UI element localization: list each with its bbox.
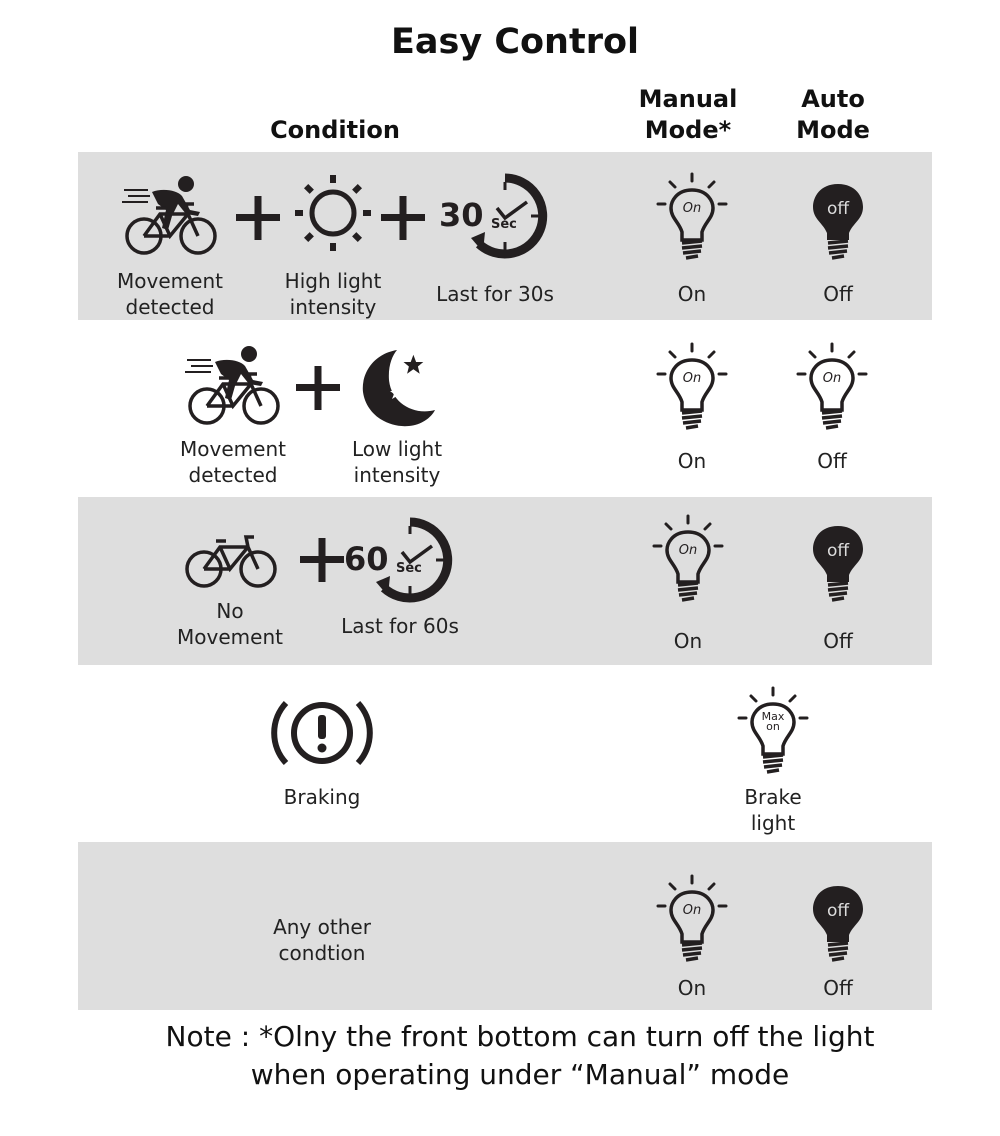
row-1-condition-label-2	[285, 268, 382, 320]
row-3-manual-result	[674, 628, 702, 654]
bulb-on-icon	[652, 170, 732, 266]
row-3-condition-label-2	[341, 613, 459, 639]
brake-warning-icon	[268, 695, 376, 775]
row-3-condition-label-1-line1: No	[216, 599, 244, 623]
header-auto-line1: Auto	[801, 85, 865, 113]
row-2-condition-label-2-line2: intensity	[353, 463, 441, 487]
row-2-condition-label-2	[352, 436, 442, 488]
row-4-condition-label-1-line1: Braking	[283, 785, 361, 809]
cyclist-icon	[122, 170, 218, 260]
row-2-manual-result-line1: On	[677, 449, 707, 473]
row-1-manual-result	[678, 281, 706, 307]
footnote-line1: Note : *Olny the front bottom can turn off the light	[165, 1020, 875, 1053]
svg-text:30: 30	[439, 196, 484, 234]
header-manual-line2: Mode*	[644, 116, 732, 144]
timer-60-icon	[344, 514, 456, 610]
row-1-condition-label-1-line1: Movement	[117, 269, 223, 293]
row-2-condition-label-1	[180, 436, 286, 488]
sun-icon	[288, 168, 378, 262]
row-5-manual-result	[678, 975, 706, 1001]
bulb-on-icon	[792, 340, 872, 436]
row-4-brake-result	[744, 784, 801, 836]
row-2-auto-result-line1: Off	[817, 449, 847, 473]
svg-text:On: On	[682, 201, 702, 216]
svg-text:off: off	[826, 901, 850, 921]
page-title: Easy Control	[390, 22, 640, 62]
row-1-condition-label-1	[117, 268, 223, 320]
svg-text:Sec: Sec	[491, 217, 517, 232]
header-condition: Condition	[270, 116, 400, 144]
svg-text:On: On	[682, 371, 702, 386]
row-2-manual-result	[678, 448, 706, 474]
row-5-manual-result-line1: On	[677, 976, 707, 1000]
cyclist-icon	[185, 340, 281, 430]
plus-icon	[296, 366, 340, 414]
row-3-condition-label-1-line2: Movement	[177, 625, 283, 649]
bulb-off-icon	[798, 170, 878, 266]
bulb-on-icon	[652, 340, 732, 436]
row-1-condition-label-2-line2: intensity	[289, 295, 377, 319]
row-3-condition-label-1	[177, 598, 283, 650]
plus-icon	[300, 538, 344, 586]
row-4-condition-label-1	[284, 784, 361, 810]
header-auto-mode	[763, 84, 903, 146]
svg-text:off: off	[826, 199, 850, 219]
row-2-condition-label-1-line1: Movement	[180, 437, 286, 461]
bulb-off-icon	[798, 872, 878, 968]
row-1-auto-result	[823, 281, 853, 307]
header-manual-line1: Manual	[638, 85, 738, 113]
row-3-manual-result-line1: On	[673, 629, 703, 653]
bulb-max-icon	[733, 684, 813, 780]
row-5-auto-result	[823, 975, 853, 1001]
svg-text:On: On	[678, 543, 698, 558]
row-4-brake-result-line1: Brake	[744, 785, 802, 809]
row-2-auto-result	[817, 448, 847, 474]
row-3-auto-result-line1: Off	[823, 629, 853, 653]
svg-text:On: On	[682, 903, 702, 918]
row-3-condition-label-2-line1: Last for 60s	[341, 614, 459, 638]
footnote-line2: when operating under “Manual” mode	[250, 1058, 790, 1091]
row-1-condition-label-3	[436, 281, 554, 307]
row-4-brake-result-line2: light	[750, 811, 796, 835]
row-5-condition-label-1-line1: Any other	[273, 915, 371, 939]
bulb-off-icon	[798, 512, 878, 608]
moon-icon	[357, 346, 437, 434]
row-5-condition-label-1-line2: condtion	[278, 941, 366, 965]
row-2-condition-label-2-line1: Low light	[351, 437, 443, 461]
row-1-manual-result-line1: On	[677, 282, 707, 306]
svg-text:On: On	[822, 371, 842, 386]
plus-icon	[236, 196, 280, 244]
svg-text:Max: Max	[761, 710, 785, 723]
header-auto-line2: Mode	[796, 116, 870, 144]
row-1-auto-result-line1: Off	[823, 282, 853, 306]
svg-text:on: on	[766, 720, 780, 733]
svg-text:off: off	[826, 541, 850, 561]
bulb-on-icon	[648, 512, 728, 608]
row-3-auto-result	[823, 628, 853, 654]
svg-text:60: 60	[344, 540, 389, 578]
plus-icon	[381, 196, 425, 244]
footnote	[0, 1018, 1000, 1094]
bulb-on-icon	[652, 872, 732, 968]
svg-text:Sec: Sec	[396, 561, 422, 576]
row-2-condition-label-1-line2: detected	[188, 463, 278, 487]
row-1-condition-label-2-line1: High light	[284, 269, 382, 293]
row-1-condition-label-1-line2: detected	[125, 295, 215, 319]
row-5-auto-result-line1: Off	[823, 976, 853, 1000]
row-1-condition-label-3-line1: Last for 30s	[436, 282, 554, 306]
bicycle-icon	[182, 533, 278, 597]
header-manual-mode	[608, 84, 768, 146]
row-5-condition-label-1	[273, 914, 371, 966]
timer-30-icon	[439, 170, 551, 266]
